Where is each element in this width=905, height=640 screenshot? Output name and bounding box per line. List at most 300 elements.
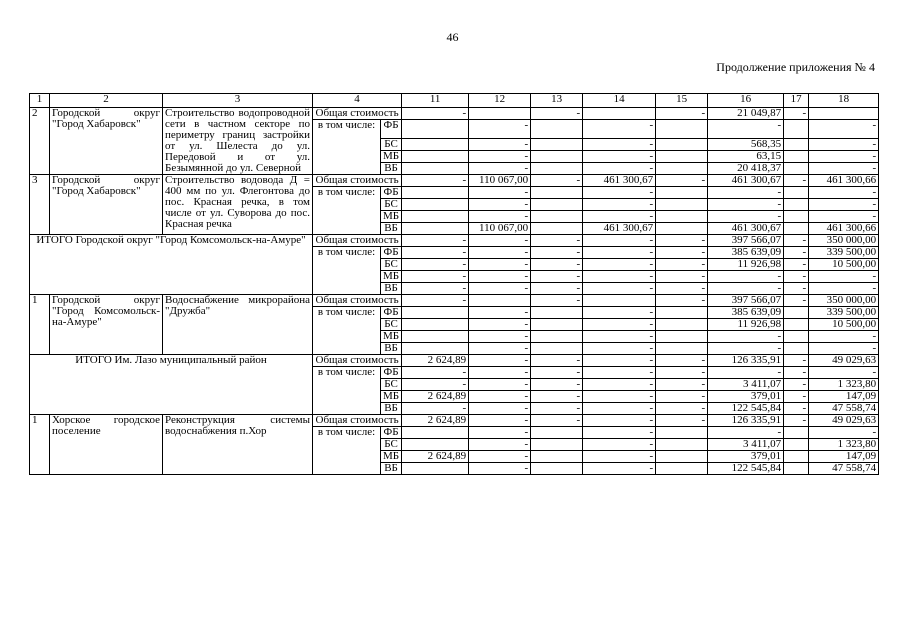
value-cell: - xyxy=(656,415,708,427)
value-cell: - xyxy=(531,271,583,283)
value-cell: - xyxy=(784,403,809,415)
value-cell: 461 300,67 xyxy=(708,223,784,235)
row-number: 2 xyxy=(30,108,50,175)
value-cell: - xyxy=(809,199,879,211)
value-cell: - xyxy=(402,283,469,295)
value-cell: - xyxy=(469,343,531,355)
value-cell xyxy=(656,463,708,475)
value-cell xyxy=(656,120,708,139)
value-cell xyxy=(784,439,809,451)
value-cell xyxy=(531,187,583,199)
row-number: 1 xyxy=(30,295,50,355)
value-cell: - xyxy=(809,283,879,295)
funding-source-label: БС xyxy=(381,199,402,211)
col-header: 13 xyxy=(531,94,583,108)
table-row xyxy=(30,295,879,307)
value-cell xyxy=(531,151,583,163)
funding-source-label: ВБ xyxy=(381,163,402,175)
col-header: 4 xyxy=(313,94,402,108)
funding-source-label: ВБ xyxy=(381,343,402,355)
value-cell: 339 500,00 xyxy=(809,307,879,319)
funding-source-label: МБ xyxy=(381,211,402,223)
value-cell: - xyxy=(583,379,656,391)
value-cell: 122 545,84 xyxy=(708,403,784,415)
value-cell: - xyxy=(583,120,656,139)
value-cell: - xyxy=(708,271,784,283)
value-cell xyxy=(656,319,708,331)
value-cell: - xyxy=(809,343,879,355)
including-label: в том числе: xyxy=(313,307,381,355)
project-name: Реконструкция системы водоснабжения п.Хор xyxy=(163,415,313,475)
value-cell: - xyxy=(784,367,809,379)
value-cell: - xyxy=(784,247,809,259)
value-cell: - xyxy=(656,175,708,187)
value-cell: - xyxy=(784,175,809,187)
value-cell xyxy=(784,199,809,211)
value-cell xyxy=(656,427,708,439)
value-cell xyxy=(784,427,809,439)
value-cell: - xyxy=(402,175,469,187)
value-cell: - xyxy=(583,319,656,331)
value-cell xyxy=(531,307,583,319)
value-cell: 339 500,00 xyxy=(809,247,879,259)
value-cell xyxy=(402,319,469,331)
value-cell: - xyxy=(469,163,531,175)
value-cell: 461 300,67 xyxy=(583,223,656,235)
value-cell: - xyxy=(656,391,708,403)
value-cell: - xyxy=(809,331,879,343)
value-cell: - xyxy=(784,295,809,307)
value-cell: - xyxy=(469,199,531,211)
value-cell: - xyxy=(583,211,656,223)
value-cell: - xyxy=(531,108,583,120)
funding-source-label: МБ xyxy=(381,271,402,283)
funding-source-label: ФБ xyxy=(381,120,402,139)
value-cell xyxy=(402,211,469,223)
total-cost-label: Общая стоимость xyxy=(313,415,402,427)
funding-source-label: ФБ xyxy=(381,247,402,259)
value-cell xyxy=(531,163,583,175)
value-cell xyxy=(531,427,583,439)
value-cell: - xyxy=(809,163,879,175)
value-cell: - xyxy=(708,199,784,211)
value-cell: 49 029,63 xyxy=(809,415,879,427)
value-cell: - xyxy=(469,247,531,259)
value-cell: 10 500,00 xyxy=(809,319,879,331)
value-cell: - xyxy=(656,295,708,307)
value-cell: 126 335,91 xyxy=(708,415,784,427)
value-cell xyxy=(784,463,809,475)
funding-source-label: МБ xyxy=(381,331,402,343)
value-cell: 385 639,09 xyxy=(708,247,784,259)
value-cell: - xyxy=(583,355,656,367)
value-cell xyxy=(784,319,809,331)
value-cell: - xyxy=(708,283,784,295)
value-cell: - xyxy=(402,247,469,259)
value-cell xyxy=(656,343,708,355)
funding-source-label: ВБ xyxy=(381,403,402,415)
value-cell xyxy=(784,120,809,139)
value-cell: 47 558,74 xyxy=(809,463,879,475)
value-cell: - xyxy=(809,139,879,151)
value-cell xyxy=(656,307,708,319)
value-cell: - xyxy=(583,163,656,175)
value-cell: - xyxy=(469,211,531,223)
district-name: Городской округ "Город Комсомольск-на-Амуре" xyxy=(50,295,163,355)
value-cell xyxy=(402,151,469,163)
value-cell xyxy=(531,199,583,211)
district-name: Хорское городское поселение xyxy=(50,415,163,475)
funding-source-label: МБ xyxy=(381,151,402,163)
page-number: 46 xyxy=(446,30,459,44)
value-cell: - xyxy=(531,403,583,415)
value-cell xyxy=(809,108,879,120)
value-cell: - xyxy=(784,391,809,403)
value-cell: 110 067,00 xyxy=(469,175,531,187)
value-cell xyxy=(402,163,469,175)
appendix-continuation: Продолжение приложения № 4 xyxy=(716,60,875,74)
value-cell xyxy=(583,295,656,307)
funding-source-label: ФБ xyxy=(381,307,402,319)
table-row xyxy=(30,235,879,247)
funding-source-label: ВБ xyxy=(381,223,402,235)
total-title: ИТОГО Городской округ "Город Комсомольск-на-Амуре" xyxy=(30,235,313,295)
funding-source-label: ВБ xyxy=(381,463,402,475)
value-cell: - xyxy=(469,259,531,271)
value-cell xyxy=(402,463,469,475)
table-row xyxy=(30,175,879,187)
value-cell: 2 624,89 xyxy=(402,355,469,367)
value-cell: - xyxy=(583,139,656,151)
value-cell: - xyxy=(583,343,656,355)
value-cell: 11 926,98 xyxy=(708,319,784,331)
value-cell: 350 000,00 xyxy=(809,235,879,247)
value-cell xyxy=(402,187,469,199)
value-cell: 20 418,37 xyxy=(708,163,784,175)
value-cell: - xyxy=(656,367,708,379)
value-cell: - xyxy=(583,439,656,451)
funding-source-label: ФБ xyxy=(381,187,402,199)
value-cell: 379,01 xyxy=(708,391,784,403)
value-cell xyxy=(656,151,708,163)
value-cell: - xyxy=(402,259,469,271)
value-cell: 397 566,07 xyxy=(708,295,784,307)
value-cell: - xyxy=(708,367,784,379)
value-cell: - xyxy=(583,307,656,319)
value-cell: - xyxy=(469,271,531,283)
funding-source-label: МБ xyxy=(381,451,402,463)
col-header: 11 xyxy=(402,94,469,108)
value-cell: - xyxy=(469,151,531,163)
total-cost-label: Общая стоимость xyxy=(313,108,402,120)
value-cell xyxy=(531,463,583,475)
value-cell xyxy=(656,187,708,199)
value-cell: - xyxy=(656,355,708,367)
value-cell: - xyxy=(784,379,809,391)
value-cell xyxy=(531,319,583,331)
value-cell: 47 558,74 xyxy=(809,403,879,415)
value-cell xyxy=(402,343,469,355)
value-cell: 110 067,00 xyxy=(469,223,531,235)
total-cost-label: Общая стоимость xyxy=(313,355,402,367)
value-cell xyxy=(784,343,809,355)
value-cell xyxy=(656,439,708,451)
value-cell xyxy=(402,331,469,343)
value-cell xyxy=(531,139,583,151)
value-cell xyxy=(656,211,708,223)
value-cell xyxy=(402,139,469,151)
value-cell: - xyxy=(583,463,656,475)
value-cell: - xyxy=(531,367,583,379)
project-name: Водоснабжение микрорайона "Дружба" xyxy=(163,295,313,355)
value-cell: - xyxy=(583,271,656,283)
value-cell xyxy=(784,187,809,199)
table-row xyxy=(30,355,879,367)
value-cell: - xyxy=(531,283,583,295)
total-title: ИТОГО Им. Лазо муниципальный район xyxy=(30,355,313,415)
value-cell xyxy=(656,331,708,343)
value-cell: - xyxy=(469,319,531,331)
value-cell: - xyxy=(583,415,656,427)
funding-source-label: ФБ xyxy=(381,367,402,379)
value-cell xyxy=(469,108,531,120)
value-cell: - xyxy=(809,211,879,223)
value-cell: - xyxy=(469,120,531,139)
value-cell: 461 300,67 xyxy=(708,175,784,187)
value-cell: - xyxy=(708,187,784,199)
value-cell: - xyxy=(583,391,656,403)
value-cell: - xyxy=(469,415,531,427)
value-cell xyxy=(402,223,469,235)
value-cell: - xyxy=(809,151,879,163)
col-header: 15 xyxy=(656,94,708,108)
value-cell: - xyxy=(784,108,809,120)
value-cell: 49 029,63 xyxy=(809,355,879,367)
value-cell: - xyxy=(656,247,708,259)
value-cell: - xyxy=(531,355,583,367)
table-row xyxy=(30,415,879,427)
funding-source-label: ФБ xyxy=(381,427,402,439)
value-cell: - xyxy=(784,271,809,283)
value-cell: - xyxy=(531,415,583,427)
value-cell: 3 411,07 xyxy=(708,439,784,451)
value-cell: - xyxy=(656,108,708,120)
value-cell xyxy=(784,223,809,235)
value-cell xyxy=(531,223,583,235)
value-cell: - xyxy=(469,451,531,463)
value-cell xyxy=(402,427,469,439)
value-cell: 63,15 xyxy=(708,151,784,163)
value-cell: - xyxy=(784,259,809,271)
value-cell: - xyxy=(469,427,531,439)
including-label: в том числе: xyxy=(313,427,381,475)
value-cell: - xyxy=(469,379,531,391)
value-cell xyxy=(784,151,809,163)
value-cell xyxy=(531,211,583,223)
value-cell: - xyxy=(809,367,879,379)
value-cell: 350 000,00 xyxy=(809,295,879,307)
funding-source-label: БС xyxy=(381,259,402,271)
including-label: в том числе: xyxy=(313,120,381,175)
value-cell: - xyxy=(402,271,469,283)
value-cell xyxy=(784,307,809,319)
value-cell: 11 926,98 xyxy=(708,259,784,271)
funding-source-label: БС xyxy=(381,439,402,451)
value-cell: - xyxy=(656,271,708,283)
value-cell xyxy=(531,439,583,451)
value-cell: - xyxy=(469,235,531,247)
value-cell: 385 639,09 xyxy=(708,307,784,319)
value-cell: - xyxy=(708,343,784,355)
value-cell: - xyxy=(708,120,784,139)
value-cell: 461 300,67 xyxy=(583,175,656,187)
header-row xyxy=(30,94,879,108)
value-cell: 2 624,89 xyxy=(402,391,469,403)
value-cell: - xyxy=(656,403,708,415)
including-label: в том числе: xyxy=(313,247,381,295)
col-header: 12 xyxy=(469,94,531,108)
value-cell: - xyxy=(583,331,656,343)
value-cell: 397 566,07 xyxy=(708,235,784,247)
district-name: Городской округ "Город Хабаровск" xyxy=(50,175,163,235)
value-cell: - xyxy=(469,463,531,475)
value-cell xyxy=(784,331,809,343)
value-cell: - xyxy=(583,259,656,271)
district-name: Городской округ "Город Хабаровск" xyxy=(50,108,163,175)
col-header: 14 xyxy=(583,94,656,108)
value-cell: - xyxy=(708,427,784,439)
value-cell xyxy=(784,211,809,223)
total-cost-label: Общая стоимость xyxy=(313,235,402,247)
value-cell: - xyxy=(656,259,708,271)
project-name: Строительство водопроводной сети в частном секторе по периметру границ застройки от ул. Шелеста до ул. Передовой и от ул. Безымянной до ул. Северной xyxy=(163,108,313,175)
value-cell: - xyxy=(469,403,531,415)
value-cell xyxy=(531,331,583,343)
value-cell: 21 049,87 xyxy=(708,108,784,120)
value-cell: 3 411,07 xyxy=(708,379,784,391)
value-cell: 10 500,00 xyxy=(809,259,879,271)
value-cell: - xyxy=(531,259,583,271)
project-name: Строительство водовода Д = 400 мм по ул. Флегонтова до пос. Красная речка, в том числе от ул. Суворова до пос. Красная речка xyxy=(163,175,313,235)
value-cell: - xyxy=(531,391,583,403)
value-cell: - xyxy=(469,367,531,379)
value-cell xyxy=(784,163,809,175)
value-cell: 2 624,89 xyxy=(402,415,469,427)
row-number: 3 xyxy=(30,175,50,235)
value-cell: - xyxy=(583,199,656,211)
value-cell xyxy=(402,199,469,211)
value-cell xyxy=(656,163,708,175)
including-label: в том числе: xyxy=(313,187,381,235)
value-cell xyxy=(583,108,656,120)
value-cell: 122 545,84 xyxy=(708,463,784,475)
value-cell: 379,01 xyxy=(708,451,784,463)
value-cell: - xyxy=(583,187,656,199)
value-cell: - xyxy=(784,355,809,367)
value-cell: 1 323,80 xyxy=(809,379,879,391)
including-label: в том числе: xyxy=(313,367,381,415)
value-cell: 461 300,66 xyxy=(809,175,879,187)
value-cell: - xyxy=(469,139,531,151)
value-cell: - xyxy=(402,403,469,415)
value-cell: - xyxy=(402,235,469,247)
funding-source-label: МБ xyxy=(381,391,402,403)
value-cell: - xyxy=(583,451,656,463)
value-cell: - xyxy=(809,187,879,199)
value-cell: - xyxy=(583,367,656,379)
appendix-table xyxy=(29,93,879,475)
total-cost-label: Общая стоимость xyxy=(313,295,402,307)
value-cell: - xyxy=(784,415,809,427)
value-cell: - xyxy=(583,151,656,163)
funding-source-label: БС xyxy=(381,379,402,391)
value-cell: - xyxy=(583,427,656,439)
value-cell: - xyxy=(583,403,656,415)
value-cell: - xyxy=(469,187,531,199)
row-number: 1 xyxy=(30,415,50,475)
funding-source-label: БС xyxy=(381,139,402,151)
value-cell xyxy=(469,295,531,307)
value-cell: - xyxy=(531,175,583,187)
col-header: 17 xyxy=(784,94,809,108)
funding-source-label: БС xyxy=(381,319,402,331)
value-cell: - xyxy=(402,379,469,391)
value-cell xyxy=(656,451,708,463)
value-cell: - xyxy=(583,283,656,295)
value-cell: 147,09 xyxy=(809,391,879,403)
value-cell: - xyxy=(809,120,879,139)
value-cell: - xyxy=(469,307,531,319)
value-cell xyxy=(402,307,469,319)
value-cell xyxy=(784,139,809,151)
col-header: 1 xyxy=(30,94,50,108)
value-cell: 126 335,91 xyxy=(708,355,784,367)
value-cell: - xyxy=(784,283,809,295)
col-header: 18 xyxy=(809,94,879,108)
value-cell: - xyxy=(469,355,531,367)
value-cell xyxy=(531,451,583,463)
value-cell xyxy=(531,120,583,139)
value-cell: - xyxy=(656,379,708,391)
col-header: 2 xyxy=(50,94,163,108)
col-header: 16 xyxy=(708,94,784,108)
value-cell xyxy=(402,120,469,139)
value-cell: - xyxy=(583,235,656,247)
value-cell xyxy=(656,223,708,235)
value-cell: - xyxy=(469,391,531,403)
value-cell: - xyxy=(708,331,784,343)
value-cell: - xyxy=(531,247,583,259)
value-cell: - xyxy=(402,108,469,120)
value-cell: - xyxy=(469,283,531,295)
value-cell: 461 300,66 xyxy=(809,223,879,235)
value-cell xyxy=(402,439,469,451)
value-cell: - xyxy=(656,283,708,295)
value-cell xyxy=(656,199,708,211)
value-cell xyxy=(531,343,583,355)
value-cell: 147,09 xyxy=(809,451,879,463)
table-row xyxy=(30,108,879,120)
value-cell xyxy=(784,451,809,463)
value-cell: 1 323,80 xyxy=(809,439,879,451)
value-cell: - xyxy=(531,379,583,391)
value-cell xyxy=(656,139,708,151)
value-cell: - xyxy=(809,271,879,283)
value-cell: - xyxy=(583,247,656,259)
value-cell: - xyxy=(784,235,809,247)
value-cell: - xyxy=(469,331,531,343)
value-cell: - xyxy=(656,235,708,247)
